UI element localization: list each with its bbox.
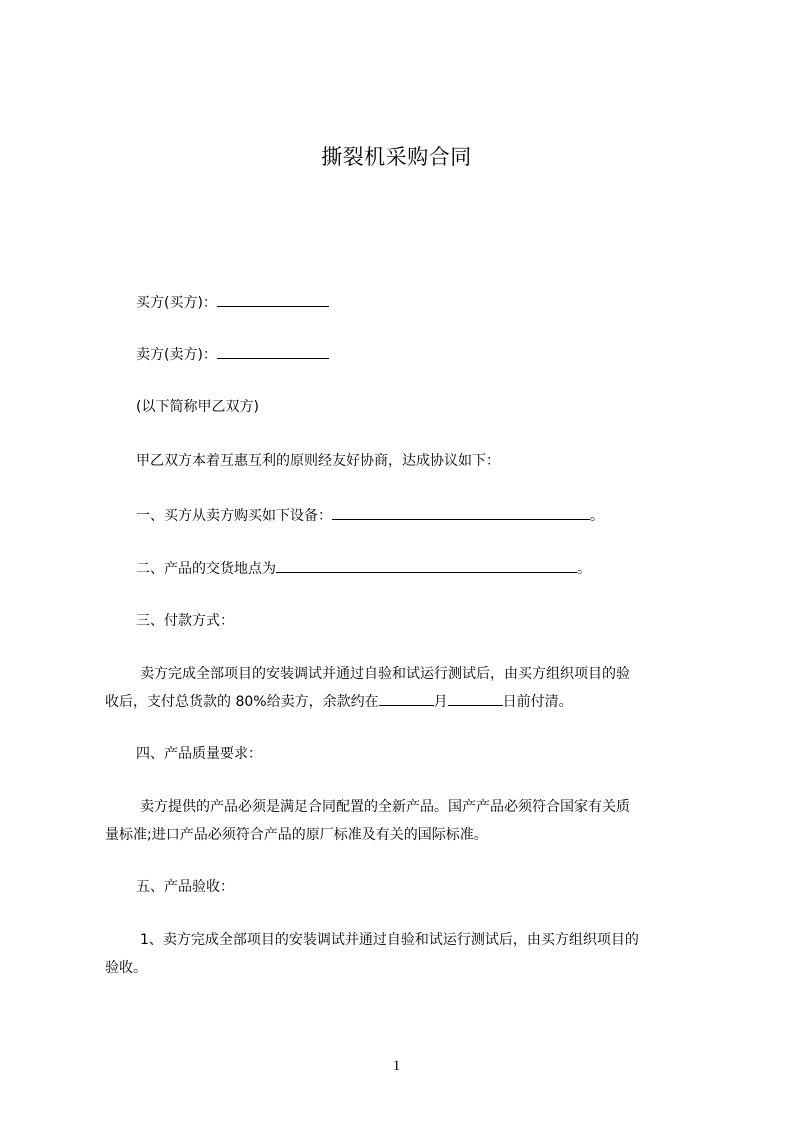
intro-text: 甲乙双方本着互惠互利的原则经友好协商，达成协议如下： [136,453,500,469]
seller-blank[interactable] [217,344,329,359]
clause1-text: 一、买方从卖方购买如下设备： [136,508,332,524]
clause3-heading: 三、付款方式： [136,613,234,629]
clause1-end: 。 [590,508,604,524]
clause2-text: 二、产品的交货地点为 [136,561,276,577]
clause3-body-line2-a: 收后，支付总货款的 80%给卖方，余款约在 [105,694,379,710]
clause1-blank[interactable] [332,505,590,520]
page-number: 1 [392,1058,401,1074]
clause3-body-line2 [105,691,573,712]
clause5-item1-line2: 验收。 [105,960,147,976]
payment-day-blank[interactable] [448,691,503,706]
clause2-line [136,558,591,579]
clause4-heading: 四、产品质量要求： [136,746,262,762]
seller-label: 卖方(卖方)： [136,347,217,363]
clause1-line [136,505,604,526]
clause3-body-line2-c: 日前付清。 [502,694,573,710]
buyer-line [136,292,329,313]
clause4-body-line2: 量标准;进口产品必须符合产品的原厂标准及有关的国际标准。 [105,827,488,843]
clause4-body-line1: 卖方提供的产品必须是满足合同配置的全新产品。国产产品必须符合国家有关质 [140,799,630,815]
clause3-body-line2-b: 月 [433,694,448,710]
document-title: 撕裂机采购合同 [321,145,472,169]
clause2-blank[interactable] [276,558,577,573]
buyer-label: 买方(买方)： [136,295,217,311]
clause3-body-line1: 卖方完成全部项目的安装调试并通过自验和试运行测试后，由买方组织项目的验 [140,666,630,682]
clause5-heading: 五、产品验收： [136,879,234,895]
clause5-item1-line1: 1、卖方完成全部项目的安装调试并通过自验和试运行测试后，由买方组织项目的 [140,932,639,948]
buyer-blank[interactable] [217,292,329,307]
seller-line [136,344,329,365]
payment-month-blank[interactable] [379,691,434,706]
clause2-end: 。 [577,561,591,577]
hereinafter-text: (以下简称甲乙双方) [136,399,259,415]
